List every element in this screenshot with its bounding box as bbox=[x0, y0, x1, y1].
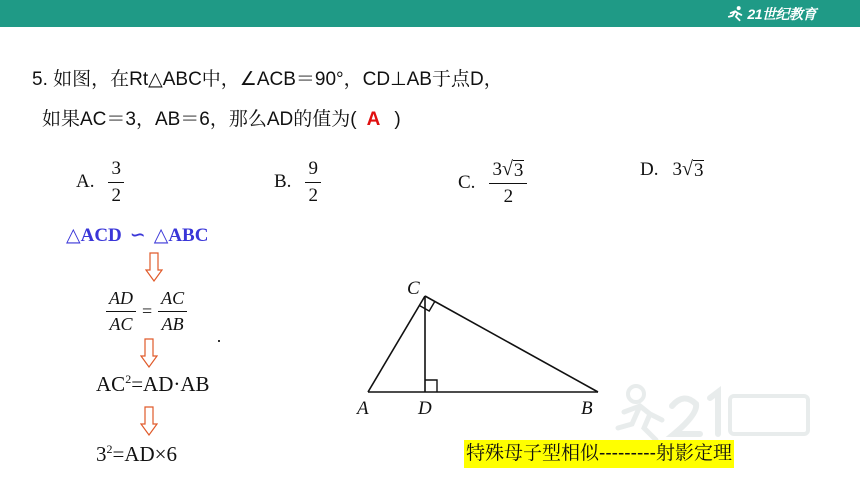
option-a-numerator: 3 bbox=[108, 158, 124, 183]
option-d-coef: 3 bbox=[672, 158, 682, 180]
vertex-label-b: B bbox=[581, 398, 593, 419]
step3-rest: =AD×6 bbox=[112, 442, 178, 466]
vertex-label-d: D bbox=[418, 398, 432, 419]
theorem-highlight: 特殊母子型相似---------射影定理 bbox=[464, 440, 734, 468]
step2-exp: 2 bbox=[125, 372, 132, 386]
similar-triangles-statement bbox=[66, 224, 208, 247]
down-arrow-icon bbox=[140, 406, 158, 436]
triangle-diagram bbox=[355, 272, 615, 422]
runner-icon bbox=[727, 5, 745, 23]
option-c-sqrt bbox=[502, 158, 524, 181]
ratio-equation bbox=[106, 288, 187, 334]
option-a-fraction bbox=[108, 158, 124, 207]
question-line-1: 5. 如图，在Rt△ABC中，∠ACB＝90°，CD⊥AB于点D， bbox=[32, 69, 503, 90]
brand-logo bbox=[727, 4, 816, 23]
option-c-fraction bbox=[489, 158, 527, 208]
side-cb bbox=[425, 296, 598, 392]
option-d[interactable] bbox=[640, 158, 704, 181]
option-d-sqrt bbox=[682, 158, 704, 181]
step3-exp: 2 bbox=[106, 442, 113, 456]
top-bar bbox=[0, 0, 860, 27]
option-b-fraction bbox=[305, 158, 321, 207]
option-d-label: D. bbox=[640, 158, 659, 180]
vertex-label-c: C bbox=[407, 278, 420, 299]
option-d-radicand: 3 bbox=[693, 160, 704, 182]
option-c-label: C. bbox=[458, 171, 476, 193]
answer-letter: A bbox=[366, 109, 381, 130]
similar-symbol: ∽ bbox=[129, 225, 146, 246]
right-angle-mark-d bbox=[425, 380, 437, 392]
sqrt-icon: √ bbox=[681, 158, 693, 180]
similar-left: △ACD bbox=[66, 225, 122, 246]
ratio-left-num: AD bbox=[106, 288, 136, 312]
step2-base: AC bbox=[96, 372, 126, 396]
option-a-label: A. bbox=[76, 171, 95, 193]
question-line-2-prefix: 如果AC＝3，AB＝6，那么AD的值为( bbox=[42, 109, 357, 130]
question-line-2 bbox=[42, 104, 401, 131]
option-c-denominator: 2 bbox=[503, 186, 514, 207]
watermark-logo bbox=[614, 378, 814, 448]
option-c-numerator bbox=[489, 158, 527, 184]
option-a[interactable] bbox=[76, 158, 124, 207]
option-c-radicand: 3 bbox=[513, 160, 524, 182]
option-c-coef: 3 bbox=[492, 159, 502, 180]
stray-dot bbox=[218, 340, 220, 342]
ratio-left bbox=[106, 288, 136, 334]
question-line-2-suffix: ) bbox=[394, 109, 401, 130]
down-arrow-icon bbox=[145, 252, 163, 282]
option-b[interactable] bbox=[274, 158, 321, 207]
ratio-equals: = bbox=[142, 300, 153, 321]
similar-right: △ABC bbox=[153, 225, 209, 246]
ratio-right bbox=[158, 288, 187, 334]
down-arrow-icon bbox=[140, 338, 158, 368]
step-substitution-equation bbox=[96, 442, 177, 467]
sqrt-icon: √ bbox=[501, 158, 513, 180]
ratio-right-num: AC bbox=[158, 288, 187, 312]
option-c[interactable] bbox=[458, 158, 527, 208]
brand-text: 21世纪教育 bbox=[747, 5, 816, 22]
step3-base: 3 bbox=[96, 442, 107, 466]
ratio-right-den: AB bbox=[161, 313, 184, 334]
ratio-left-den: AC bbox=[109, 313, 133, 334]
step-product-equation bbox=[96, 372, 210, 397]
option-a-denominator: 2 bbox=[111, 184, 121, 206]
option-b-label: B. bbox=[274, 171, 292, 193]
option-b-numerator: 9 bbox=[305, 158, 321, 183]
option-b-denominator: 2 bbox=[308, 184, 318, 206]
side-ac bbox=[368, 296, 425, 392]
step2-rest: =AD·AB bbox=[131, 372, 210, 396]
vertex-label-a: A bbox=[357, 398, 369, 419]
